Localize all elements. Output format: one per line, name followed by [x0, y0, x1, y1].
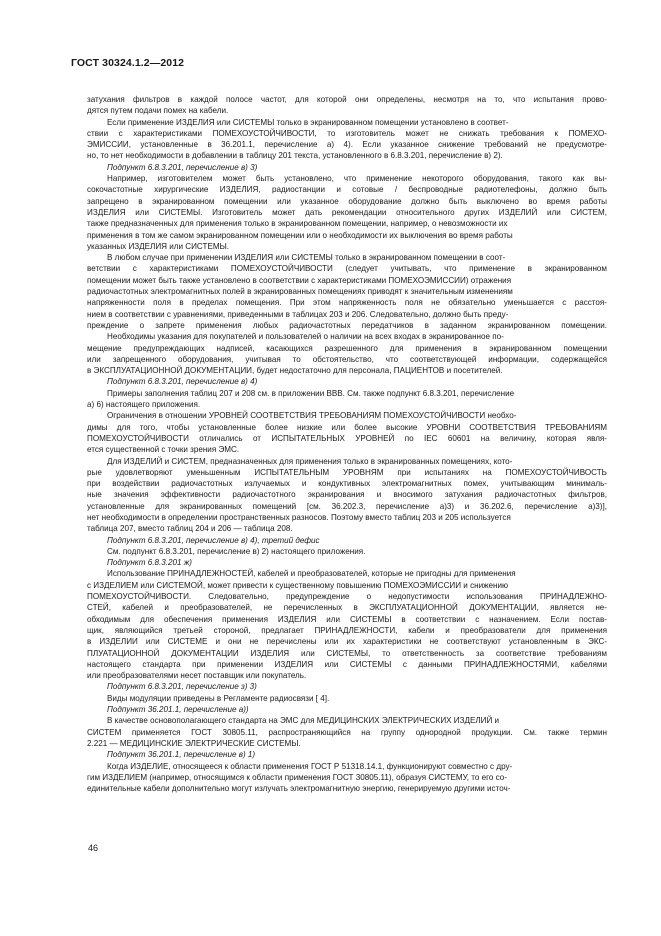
- text-line: ПОМЕХОУСТОЙЧИВОСТИ отличались от ИСПЫТАТЕЛЬНЫХ УРОВНЕЙ по IEC 60601 на величину, которая явля-: [87, 433, 607, 443]
- page-number: 46: [88, 843, 99, 853]
- subclause-heading: Подпункт 6.8.3.201, перечисление в) 4), третий дефис: [107, 535, 320, 545]
- text-line: таблица 207, вместо таблиц 204 и 206 — таблица 208.: [87, 524, 293, 534]
- text-line: 2.221 — МЕДИЦИНСКИЕ ЭЛЕКТРИЧЕСКИЕ СИСТЕМЫ.: [87, 738, 301, 748]
- text-line: указанных ИЗДЕЛИЯ или СИСТЕМЫ.: [87, 241, 230, 251]
- text-line: Для ИЗДЕЛИЙ и СИСТЕМ, предназначенных для применения только в экранированных помещениях, кото-: [107, 456, 513, 466]
- text-line: Когда ИЗДЕЛИЕ, относящееся к области применения ГОСТ Р 51318.14.1, функционируют совместно с дру-: [107, 761, 513, 771]
- subclause-heading: Подпункт 36.201.1, перечисление в) 1): [107, 750, 256, 760]
- text-line: нием в соответствии с уравнениями, приведенными в таблицах 203 и 206. Следовательно, должно быть преду-: [87, 309, 509, 319]
- text-line: Например, изготовителем может быть установлено, что применение некоторого оборудования, такого как вы-: [107, 174, 607, 184]
- text-line: нет необходимости в определении пространственных разносов. Поэтому вместо таблиц 203 и 205 используется: [87, 512, 511, 522]
- text-line: затухания фильтров в каждой полосе частот, для которой они определены, несмотря на то, что испытания прово-: [87, 95, 607, 104]
- text-line: ПЛУАТАЦИОННОЙ ДОКУМЕНТАЦИИ ИЗДЕЛИЯ или СИСТЕМЫ, то ответственность за соответствие требованиям: [87, 648, 607, 658]
- text-line: димы для того, чтобы установленные более низкие или более высокие УРОВНИ СООТВЕТСТВИЯ ТРЕБОВАНИЯМ: [87, 422, 607, 432]
- text-line: Ограничения в отношении УРОВНЕЙ СООТВЕТСТВИЯ ТРЕБОВАНИЯМ ПОМЕХОУСТОЙЧИВОСТИ необхо-: [107, 411, 517, 421]
- subclause-heading: Подпункт 6.8.3.201, перечисление в) 4): [107, 377, 258, 387]
- text-line: единительные кабели дополнительно могут излучать электромагнитную энергию, генерируемую другими источ-: [87, 784, 511, 794]
- text-line: См. подпункт 6.8.3.201, перечисление в) 2) настоящего приложения.: [107, 546, 366, 556]
- text-line: с ИЗДЕЛИЕМ или СИСТЕМОЙ, может привести к существенному повышению ПОМЕХОЭМИССИИ и снижению: [87, 580, 509, 590]
- text-line: ЭМИССИИ, установленные в 36.201.1, перечисление а) 4). Если указанное снижение требований не предусмотре-: [87, 140, 607, 150]
- text-line: Использование ПРИНАДЛЕЖНОСТЕЙ, кабелей и преобразователей, которые не пригодны для применения: [107, 569, 516, 579]
- page-header-standard-number: ГОСТ 30324.1.2—2012: [71, 57, 185, 69]
- subclause-heading: Подпункт 36.201.1, перечисление а)): [107, 705, 249, 715]
- text-line: помещении может быть также установлено в соответствии с характеристиками ПОМЕХОЭМИССИИ) отражения: [87, 275, 512, 285]
- text-line: ные значения эффективности радиочастотного экранирования и вносимого затухания радиочастотных фильтров,: [87, 490, 607, 500]
- text-line: Необходимы указания для покупателей и пользователей о наличии на всех входах в экранированное по-: [107, 332, 504, 342]
- text-line: мещение предупреждающих надписей, касающихся разрешенного для применения в экранированном помещении: [87, 343, 607, 353]
- text-line: а) 6) настоящего приложения.: [87, 400, 201, 410]
- text-line: при воздействии радиочастотных излучаемых и кондуктивных электромагнитных помех, учитывающим минималь-: [87, 479, 607, 489]
- text-line: В любом случае при применении ИЗДЕЛИЯ или СИСТЕМЫ только в экранированном помещении в соот-: [107, 253, 506, 263]
- subclause-heading: Подпункт 6.8.3.201, перечисление з) 3): [107, 682, 257, 692]
- subclause-heading: Подпункт 6.8.3.201 ж): [107, 558, 192, 568]
- text-line: ветствии с характеристиками ПОМЕХОУСТОЙЧИВОСТИ (следует учитывать, что применение в экранированном: [87, 264, 607, 274]
- text-line: ствии с характеристиками ПОМЕХОУСТОЙЧИВОСТИ, то изготовитель может не снижать требования к ПОМЕХО-: [87, 128, 607, 138]
- text-line: обходимым для обеспечения применения ИЗДЕЛИЯ или СИСТЕМЫ в соответствии с назначением. Если постав-: [87, 614, 607, 624]
- text-line: также предназначенных для применения только в экранированном помещении, например, о невозможности их: [87, 219, 508, 229]
- text-line: применения в том же самом экранированном помещении или о необходимости их выключения во время работы: [87, 230, 513, 240]
- text-line: преждение о запрете применения любых радиочастотных передатчиков в заданном экранированном помещении.: [87, 320, 607, 330]
- text-line: напряженности поля в пределах помещения. При этом напряженность поля не обязательно уменьшается с расстоя-: [87, 298, 607, 308]
- text-line: в ЭКСПЛУАТАЦИОННОЙ ДОКУМЕНТАЦИИ, будет недостаточно для персонала, ПАЦИЕНТОВ и посетителей.: [87, 366, 503, 376]
- text-line: СТЕЙ, кабелей и преобразователей, не перечисленных в ЭКСПЛУАТАЦИОННОЙ ДОКУМЕНТАЦИИ, является не-: [87, 603, 607, 613]
- text-line: В качестве основополагающего стандарта на ЭМС для МЕДИЦИНСКИХ ЭЛЕКТРИЧЕСКИХ ИЗДЕЛИЙ и: [107, 716, 500, 726]
- text-line: Примеры заполнения таблиц 207 и 208 см. в приложении ВВВ. См. также подпункт 6.8.3.201, перечисление: [107, 388, 515, 398]
- text-line: дятся путем подачи помех на кабели.: [87, 106, 229, 116]
- text-line: рые удовлетворяют уменьшенным ИСПЫТАТЕЛЬНЫМ УРОВНЯМ при испытаниях на ПОМЕХОУСТОЙЧИВОСТЬ: [87, 467, 607, 477]
- text-line: установленные для экранированных помещений [см. 36.202.3, перечисление а)3) и 36.202.6, перечисление а)3)],: [87, 501, 607, 511]
- text-line: СИСТЕМ применяется ГОСТ 30805.11, распространяющийся на группу однородной продукции. См. также термин: [87, 727, 607, 737]
- text-line: щик, являющийся третьей стороной, предлагает ПРИНАДЛЕЖНОСТИ, кабели и преобразователи для применения: [87, 625, 607, 635]
- text-line: ИЗДЕЛИЯ или СИСТЕМЫ. Изготовитель может дать рекомендации относительного других ИЗДЕЛИЙ или СИСТЕМ,: [87, 207, 607, 217]
- text-line: в ИЗДЕЛИИ или СИСТЕМЕ и они не перечислены или их характеристики не соответствуют установленным в ЭКС-: [87, 637, 607, 647]
- text-line: или запрещенного оборудования, учитывая то обстоятельство, что соответствующей информации, содержащейся: [87, 354, 607, 364]
- text-line: Если применение ИЗДЕЛИЯ или СИСТЕМЫ только в экранированном помещении установлено в соответ-: [107, 117, 509, 127]
- text-line: но, то нет необходимости в добавлении в таблицу 201 текста, установленного в 6.8.3.201, перечисление в) 2).: [87, 151, 503, 161]
- text-line: ПОМЕХОУСТОЙЧИВОСТИ. Следовательно, предупреждение о недопустимости использования ПРИНАДЛЕЖНО-: [87, 592, 607, 602]
- text-line: ется существенной с точки зрения ЭМС.: [87, 445, 240, 455]
- text-line: запрещено в экранированном помещении или указанное оборудование должно быть выключено во время работы: [87, 196, 607, 206]
- text-line: радиочастотных электромагнитных полей в экранированных помещениях приводят к значительным изменениям: [87, 287, 513, 297]
- text-line: настоящего стандарта при применении ИЗДЕЛИЯ или СИСТЕМЫ с данными ПРИНАДЛЕЖНОСТЯМИ, кабелями: [87, 659, 607, 669]
- text-line: сокочастотные хирургические ИЗДЕЛИЯ, радиостанции и сотовые / беспроводные радиотелефоны, должно быть: [87, 185, 607, 195]
- document-body: [87, 94, 607, 794]
- subclause-heading: Подпункт 6.8.3.201, перечисление в) 3): [107, 162, 258, 172]
- text-line: или преобразователями несет поставщик или покупатель.: [87, 671, 307, 681]
- text-line: гим ИЗДЕЛИЕМ (например, относящимся к области применения ГОСТ 30805.11), образуя СИСТЕМУ, то его со-: [87, 772, 507, 782]
- text-line: Виды модуляции приведены в Регламенте радиосвязи [ 4].: [107, 693, 330, 703]
